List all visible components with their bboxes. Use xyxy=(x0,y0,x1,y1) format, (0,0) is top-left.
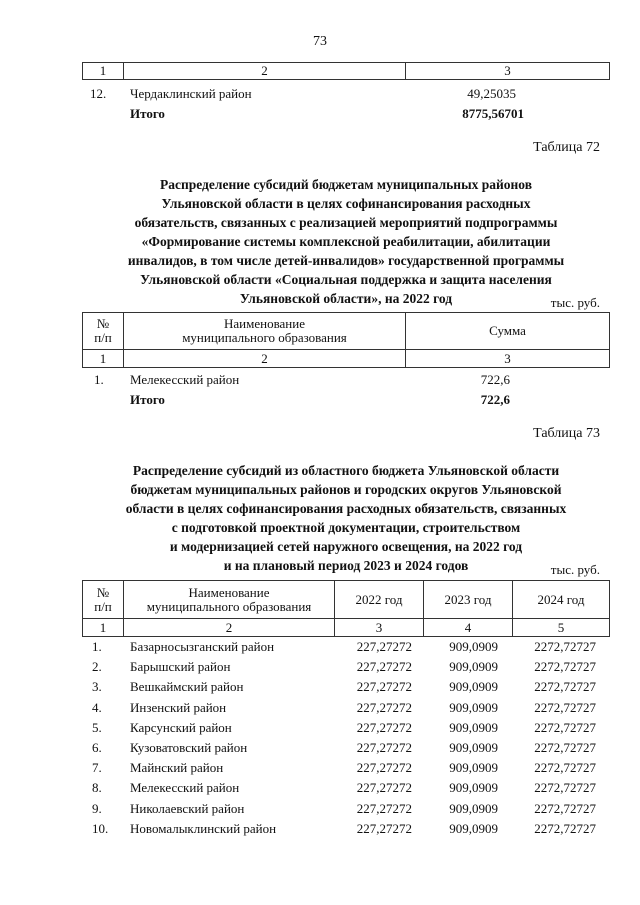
table-72-title xyxy=(82,175,610,308)
row-number: 10. xyxy=(92,820,109,836)
row-number: 7. xyxy=(92,760,102,776)
title-line: «Формирование системы комплексной реабилитации, абилитации xyxy=(141,234,551,249)
page-number: 73 xyxy=(313,34,327,49)
row-value-2022: 227,27272 xyxy=(356,760,412,776)
title-line: Ульяновской области в целях софинансирования расходных xyxy=(161,196,531,211)
row-name: Николаевский район xyxy=(130,800,245,816)
header-name-line2: муниципального образования xyxy=(146,598,312,614)
row-value-2022: 227,27272 xyxy=(356,679,412,695)
row-name: Инзенский район xyxy=(130,699,227,715)
col-index-3: 3 xyxy=(335,619,424,637)
row-value-2023: 909,0909 xyxy=(449,699,498,715)
header-name-line2: муниципального образования xyxy=(182,330,347,345)
table-72-header xyxy=(82,312,610,368)
col-index-5: 5 xyxy=(513,619,610,637)
title-line: Ульяновской области», на 2022 год xyxy=(239,291,453,306)
row-name: Барышский район xyxy=(130,659,231,675)
title-line: инвалидов, в том числе детей-инвалидов» государственной программы xyxy=(127,253,565,268)
row-number: 1. xyxy=(94,372,104,387)
row-value-2023: 909,0909 xyxy=(449,659,498,675)
row-value-2023: 909,0909 xyxy=(449,800,498,816)
table-73-title xyxy=(82,461,610,575)
header-num-line1: № xyxy=(96,584,110,600)
row-value-2023: 909,0909 xyxy=(449,760,498,776)
row-name: Базарносызганский район xyxy=(130,639,275,654)
header-num-line1: № xyxy=(96,316,110,331)
row-value-2022: 227,27272 xyxy=(356,740,412,755)
title-line: Ульяновской области «Социальная поддержка и защита населения xyxy=(140,272,552,287)
row-value-2024: 2272,72727 xyxy=(534,760,596,776)
col-index-1: 1 xyxy=(83,63,124,80)
row-name: Майнский район xyxy=(130,760,224,776)
row-value-2023: 909,0909 xyxy=(449,740,498,755)
row-value-2024: 2272,72727 xyxy=(534,820,596,836)
title-line: и модернизацией сетей наружного освещения, на 2022 год xyxy=(169,539,523,554)
row-value-2022: 227,27272 xyxy=(356,780,412,796)
col-index-2: 2 xyxy=(124,63,406,80)
row-name: Вешкаймский район xyxy=(130,679,244,695)
table-73-label: Таблица 73 xyxy=(533,426,600,441)
header-name xyxy=(124,313,406,350)
row-number: 1. xyxy=(92,639,102,654)
row-number: 9. xyxy=(92,800,102,816)
header-name-line1: Наименование xyxy=(224,316,305,331)
row-value-2024: 2272,72727 xyxy=(534,679,596,695)
col-index-2: 2 xyxy=(124,619,335,637)
row-value-2023: 909,0909 xyxy=(449,780,498,796)
header-num xyxy=(83,581,124,619)
row-name: Карсунский район xyxy=(130,719,232,735)
row-number: 2. xyxy=(92,659,102,675)
table-72-label: Таблица 72 xyxy=(533,140,600,155)
row-value: 49,25035 xyxy=(467,86,516,101)
row-value-2023: 909,0909 xyxy=(449,719,498,735)
title-line: с подготовкой проектной документации, строительством xyxy=(171,520,521,535)
col-index-3: 3 xyxy=(406,63,610,80)
row-value-2024: 2272,72727 xyxy=(534,719,596,735)
row-value-2023: 909,0909 xyxy=(449,639,498,654)
header-2022: 2022 год xyxy=(335,581,424,619)
row-number: 6. xyxy=(92,740,102,755)
header-name-line1: Наименование xyxy=(188,584,270,600)
col-index-4: 4 xyxy=(424,619,513,637)
table-73-unit: тыс. руб. xyxy=(550,562,600,577)
row-value-2022: 227,27272 xyxy=(356,820,412,836)
row-value-2022: 227,27272 xyxy=(356,719,412,735)
title-line: обязательств, связанных с реализацией мероприятий подпрограммы xyxy=(134,215,558,230)
row-value-2022: 227,27272 xyxy=(356,699,412,715)
total-value: 8775,56701 xyxy=(462,106,524,121)
row-value: 722,6 xyxy=(480,372,510,387)
title-line: области в целях софинансирования расходных обязательств, связанных xyxy=(125,501,567,516)
header-num-line2: п/п xyxy=(94,598,112,614)
row-value-2023: 909,0909 xyxy=(449,820,498,836)
row-name: Мелекесский район xyxy=(130,780,240,796)
row-value-2023: 909,0909 xyxy=(449,679,498,695)
row-value-2024: 2272,72727 xyxy=(534,699,596,715)
total-label: Итого xyxy=(130,106,165,121)
table-73-header xyxy=(82,580,610,637)
row-value-2024: 2272,72727 xyxy=(534,659,596,675)
title-line: Распределение субсидий бюджетам муниципальных районов xyxy=(159,177,533,192)
row-name: Кузоватовский район xyxy=(130,740,248,755)
row-name: Чердаклинский район xyxy=(130,86,252,101)
row-number: 12. xyxy=(90,86,107,101)
header-name xyxy=(124,581,335,619)
title-line: бюджетам муниципальных районов и городских округов Ульяновской xyxy=(130,482,562,497)
row-name: Мелекесский район xyxy=(130,372,240,387)
title-line: Распределение субсидий из областного бюджета Ульяновской области xyxy=(132,463,560,478)
col-index-2: 2 xyxy=(124,350,406,368)
row-value-2022: 227,27272 xyxy=(356,639,412,654)
row-value-2024: 2272,72727 xyxy=(534,800,596,816)
table-72-unit: тыс. руб. xyxy=(550,295,600,310)
col-index-1: 1 xyxy=(83,619,124,637)
continuation-table-header xyxy=(82,62,610,80)
header-num xyxy=(83,313,124,350)
header-2023: 2023 год xyxy=(424,581,513,619)
row-number: 8. xyxy=(92,780,102,796)
row-value-2024: 2272,72727 xyxy=(534,639,596,654)
header-num-line2: п/п xyxy=(94,330,112,345)
header-sum: Сумма xyxy=(406,313,610,350)
total-value: 722,6 xyxy=(480,392,510,407)
row-value-2024: 2272,72727 xyxy=(534,780,596,796)
col-index-3: 3 xyxy=(406,350,610,368)
title-line: и на плановый период 2023 и 2024 годов xyxy=(223,558,469,573)
row-value-2022: 227,27272 xyxy=(356,659,412,675)
row-value-2024: 2272,72727 xyxy=(534,740,596,755)
total-label: Итого xyxy=(130,392,165,407)
row-number: 3. xyxy=(92,679,102,695)
row-number: 4. xyxy=(92,699,102,715)
row-number: 5. xyxy=(92,719,102,735)
col-index-1: 1 xyxy=(83,350,124,368)
header-2024: 2024 год xyxy=(513,581,610,619)
row-name: Новомалыклинский район xyxy=(130,820,277,836)
row-value-2022: 227,27272 xyxy=(356,800,412,816)
